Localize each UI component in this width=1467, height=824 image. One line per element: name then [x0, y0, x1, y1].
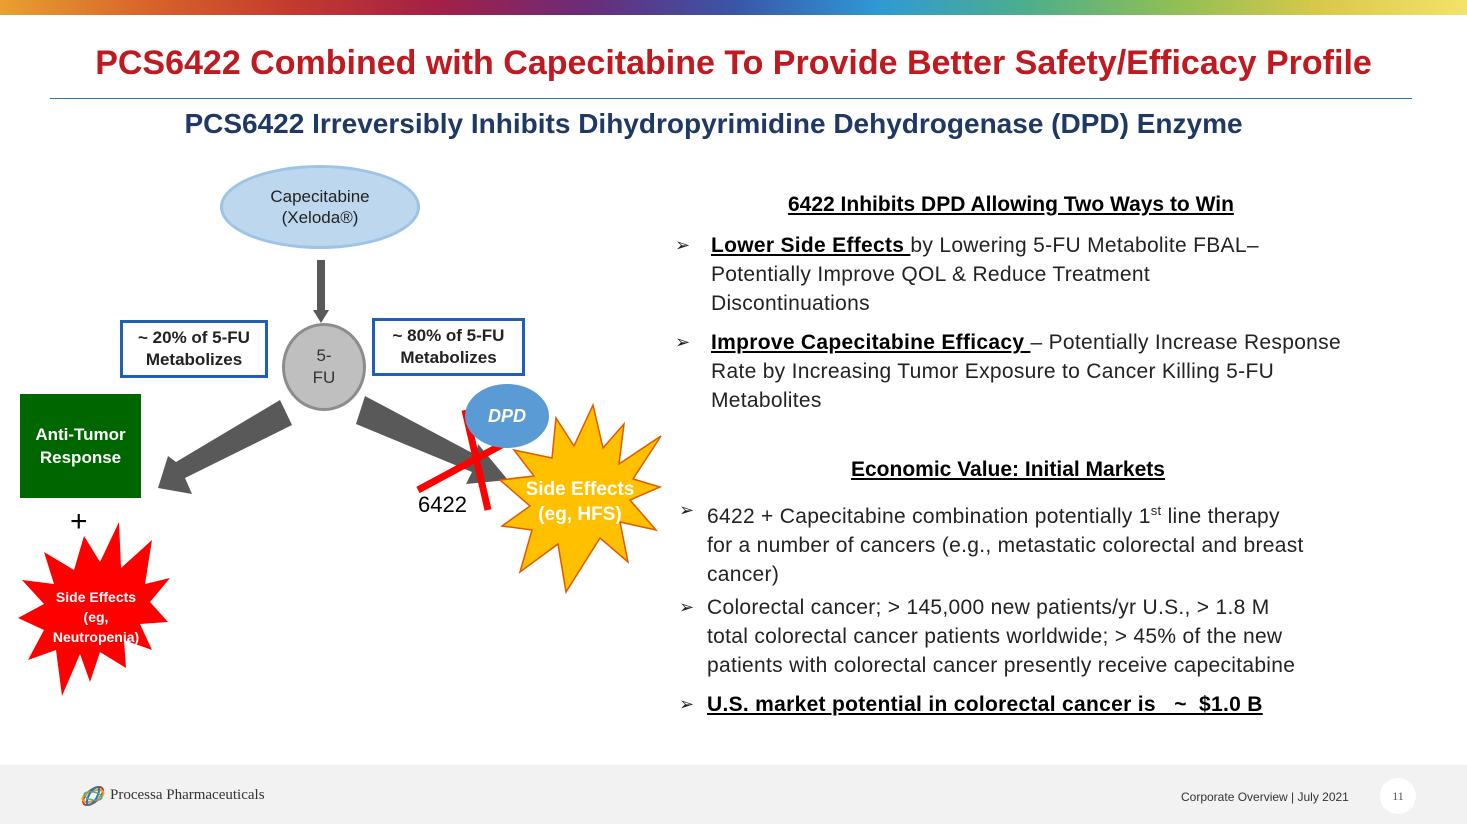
b2-line3: Metabolites: [711, 389, 822, 412]
bullet-market-potential: [679, 690, 1447, 719]
b1-line2: Potentially Improve QOL & Reduce Treatment: [711, 263, 1151, 286]
b3-line3: cancer): [707, 563, 780, 586]
plus-sign: +: [70, 505, 88, 538]
metabolize-20-line1: ~ 20% of 5-FU: [138, 328, 250, 347]
metabolize-80-box: [372, 318, 525, 376]
bullet-lower-side-effects: [675, 231, 1431, 318]
two-ways-heading: 6422 Inhibits DPD Allowing Two Ways to Win: [788, 193, 1234, 216]
5fu-node: [282, 323, 366, 411]
b3-line1a: 6422 + Capecitabine combination potentially 1: [707, 505, 1151, 528]
b3-line1b: line therapy: [1161, 505, 1280, 528]
hfs-line1: Side Effects: [525, 479, 635, 500]
bullet-arrow-icon: ➢: [675, 332, 691, 352]
metabolize-80-line1: ~ 80% of 5-FU: [392, 326, 505, 345]
neutro-line2: (eg,: [83, 609, 109, 625]
lower-side-effects-highlight: Lower Side Effects: [711, 234, 911, 257]
side-effects-hfs-text: [515, 474, 645, 530]
b3-line2: for a number of cancers (e.g., metastatic colorectal and breast: [707, 534, 1304, 557]
anti-tumor-response-box: [20, 394, 141, 498]
b4-line3: patients with colorectal cancer presently receive capecitabine: [707, 654, 1296, 677]
capecitabine-node: [220, 165, 420, 249]
bullet-combination-therapy: [679, 496, 1447, 589]
dpd-enzyme-node: DPD: [465, 384, 549, 448]
metabolize-20-box: [120, 320, 268, 378]
hfs-line2: (eg, HFS): [538, 504, 622, 525]
bullet-improve-efficacy: [675, 328, 1451, 415]
capecitabine-label: Capecitabine: [270, 187, 370, 206]
left-arrow: [158, 400, 292, 494]
slide-subtitle: PCS6422 Irreversibly Inhibits Dihydropyrimidine Dehydrogenase (DPD) Enzyme: [184, 108, 1243, 139]
bullet-colorectal-stats: [679, 593, 1447, 680]
bullet-arrow-icon: ➢: [675, 235, 691, 255]
page-number: 11: [1380, 778, 1416, 814]
bullet-arrow-icon: ➢: [679, 694, 695, 714]
neutro-line1: Side Effects: [55, 589, 137, 605]
metabolize-80-line2: Metabolizes: [400, 348, 497, 367]
improve-efficacy-highlight: Improve Capecitabine Efficacy: [711, 331, 1031, 354]
down-arrow-shaft: [317, 260, 325, 312]
5fu-label-line1: 5-: [316, 346, 332, 365]
b2-line2: Rate by Increasing Tumor Exposure to Cancer Killing 5-FU: [711, 360, 1275, 383]
b1-line1: by Lowering 5-FU Metabolite FBAL–: [910, 234, 1259, 257]
metabolize-20-line2: Metabolizes: [145, 350, 243, 369]
anti-tumor-line2: Response: [39, 448, 122, 467]
market-potential-text: U.S. market potential in colorectal cancer is ~ $1.0 B: [707, 693, 1263, 716]
economic-value-heading: Economic Value: Initial Markets: [851, 458, 1165, 481]
corporate-overview-label: Corporate Overview | July 2021: [1181, 790, 1349, 804]
b4-line1: Colorectal cancer; > 145,000 new patients/yr U.S., > 1.8 M: [707, 596, 1270, 619]
b3-sup: st: [1150, 503, 1162, 518]
b1-line3: Discontinuations: [711, 292, 870, 315]
5fu-label-line2: FU: [312, 368, 336, 387]
bullet-arrow-icon: ➢: [679, 500, 695, 520]
b2-line1: – Potentially Increase Response: [1030, 331, 1341, 354]
inhibitor-6422-label: 6422: [418, 492, 467, 517]
anti-tumor-line1: Anti-Tumor: [35, 425, 126, 444]
b4-line2: total colorectal cancer patients worldwide; > 45% of the new: [707, 625, 1283, 648]
down-arrow-head: [313, 310, 329, 323]
neutro-line3: Neutropenia): [52, 629, 140, 645]
bullet-arrow-icon: ➢: [679, 597, 695, 617]
processa-logo-text: Processa Pharmaceuticals: [110, 787, 265, 803]
processa-logo-icon: [78, 781, 108, 811]
side-effects-neutropenia-text: [40, 585, 152, 649]
xeloda-label: (Xeloda®): [281, 208, 359, 227]
slide-title: PCS6422 Combined with Capecitabine To Provide Better Safety/Efficacy Profile: [95, 44, 1372, 82]
